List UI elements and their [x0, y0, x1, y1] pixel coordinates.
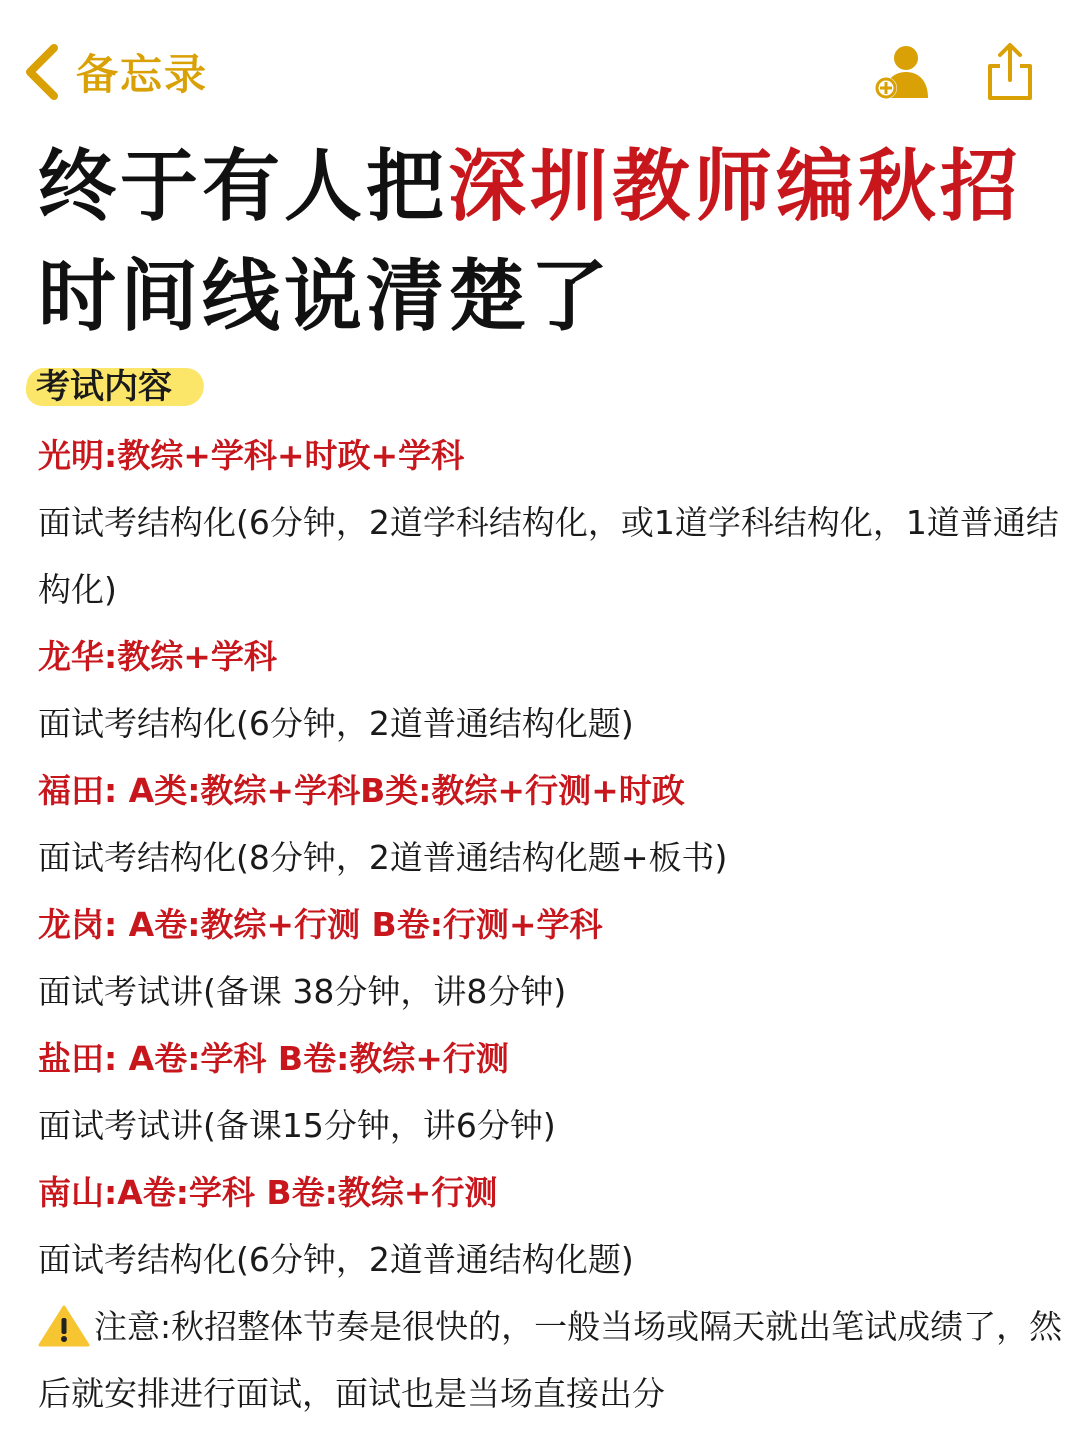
note-paragraph — [38, 1293, 1068, 1427]
district-interview-longgang: 面试考试讲(备课 38分钟，讲8分钟) — [38, 972, 567, 1011]
district-interview-nanshan: 面试考结构化(6分钟，2道普通结构化题) — [38, 1240, 634, 1279]
section-tag — [26, 362, 172, 412]
title-part2: 时间线说清楚了 — [38, 252, 613, 342]
content-body — [38, 422, 1068, 1427]
district-exam-nanshan: 南山:A卷:学科 B卷:教综+行测 — [38, 1173, 498, 1212]
section-tag-label: 考试内容 — [36, 367, 172, 407]
district-exam-longgang: 龙岗: A卷:教综+行测 B卷:行测+学科 — [38, 905, 603, 944]
page-title — [38, 132, 1068, 352]
back-button[interactable] — [22, 40, 208, 104]
title-highlight: 深圳教师编秋招 — [448, 142, 1023, 232]
district-interview-futian: 面试考结构化(8分钟，2道普通结构化题+板书) — [38, 838, 728, 877]
district-exam-futian: 福田: A类:教综+学科B类:教综+行测+时政 — [38, 771, 685, 810]
district-interview-longhua: 面试考结构化(6分钟，2道普通结构化题) — [38, 704, 634, 743]
nav-bar — [0, 0, 1080, 130]
district-exam-guangming: 光明:教综+学科+时政+学科 — [38, 436, 465, 475]
share-button[interactable] — [978, 40, 1042, 104]
add-contact-button[interactable] — [870, 40, 934, 104]
district-interview-guangming: 面试考结构化(6分钟，2道学科结构化，或1道学科结构化，1道普通结构化) — [38, 503, 1059, 609]
district-exam-yantian: 盐田: A卷:学科 B卷:教综+行测 — [38, 1039, 509, 1078]
district-interview-yantian: 面试考试讲(备课15分钟，讲6分钟) — [38, 1106, 556, 1145]
warning-icon — [38, 1304, 90, 1344]
back-label: 备忘录 — [76, 50, 209, 99]
district-exam-longhua: 龙华:教综+学科 — [38, 637, 277, 676]
chevron-left-icon — [22, 42, 62, 102]
note-text: 注意:秋招整体节奏是很快的，一般当场或隔天就出笔试成绩了，然后就安排进行面试，面试也是当场直接出分 — [38, 1307, 1063, 1413]
add-contact-icon — [870, 40, 934, 104]
share-icon — [978, 40, 1042, 104]
title-part1: 终于有人把 — [38, 142, 449, 232]
